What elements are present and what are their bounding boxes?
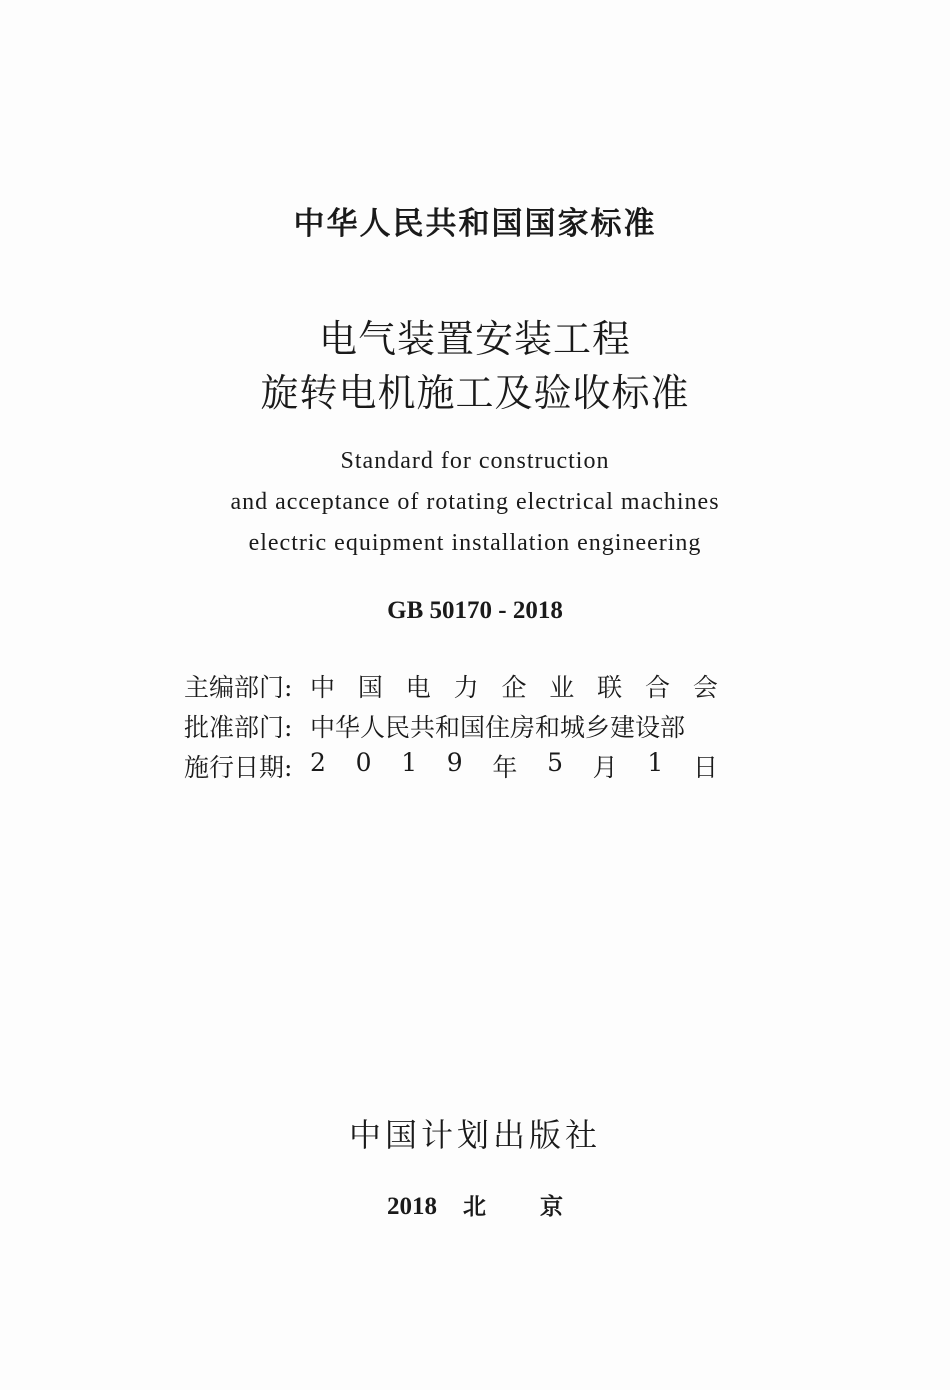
main-title-line-2: 旋转电机施工及验收标准 xyxy=(260,371,690,415)
date-char: 5 xyxy=(547,748,563,777)
approver-label: 批准部门: xyxy=(184,713,293,742)
approver-row xyxy=(184,708,724,744)
editor-char: 联 xyxy=(597,673,623,702)
editor-value xyxy=(310,668,718,704)
editor-label: 主编部门: xyxy=(184,673,293,702)
date-char: 日 xyxy=(692,753,718,782)
editor-char: 电 xyxy=(405,673,431,702)
imprint-city-char-1: 北 xyxy=(463,1194,486,1220)
date-char: 年 xyxy=(492,753,518,782)
editor-char: 业 xyxy=(549,673,575,702)
editor-char: 力 xyxy=(453,673,479,702)
editor-char: 会 xyxy=(692,673,718,702)
approver-value: 中华人民共和国住房和城乡建设部 xyxy=(310,713,686,742)
effective-date-row xyxy=(184,748,724,784)
date-char: 9 xyxy=(446,748,463,777)
english-title-line-3: electric equipment installation engineering xyxy=(248,530,702,556)
editor-char: 中 xyxy=(310,673,336,702)
editor-char: 国 xyxy=(357,673,383,702)
effective-date-value xyxy=(310,748,718,784)
publisher-name: 中国计划出版社 xyxy=(348,1116,601,1154)
date-char: 1 xyxy=(401,748,418,777)
effective-date-label: 施行日期: xyxy=(184,753,293,782)
date-char: 月 xyxy=(592,753,618,782)
editor-char: 合 xyxy=(645,673,671,702)
standard-code: GB 50170 - 2018 xyxy=(387,597,563,624)
editor-char: 企 xyxy=(501,673,527,702)
editor-row xyxy=(184,668,724,704)
english-title-line-2: and acceptance of rotating electrical machines xyxy=(230,489,720,515)
english-title-line-1: Standard for construction xyxy=(340,448,610,474)
date-char: 2 xyxy=(310,748,326,777)
date-char: 1 xyxy=(647,748,664,777)
imprint xyxy=(0,1188,950,1221)
series-title: 中华人民共和国国家标准 xyxy=(293,206,657,242)
main-title-line-1: 电气装置安装工程 xyxy=(318,317,631,361)
date-char: 0 xyxy=(355,748,372,777)
imprint-city-char-2: 京 xyxy=(540,1194,563,1220)
imprint-year: 2018 xyxy=(387,1193,437,1220)
